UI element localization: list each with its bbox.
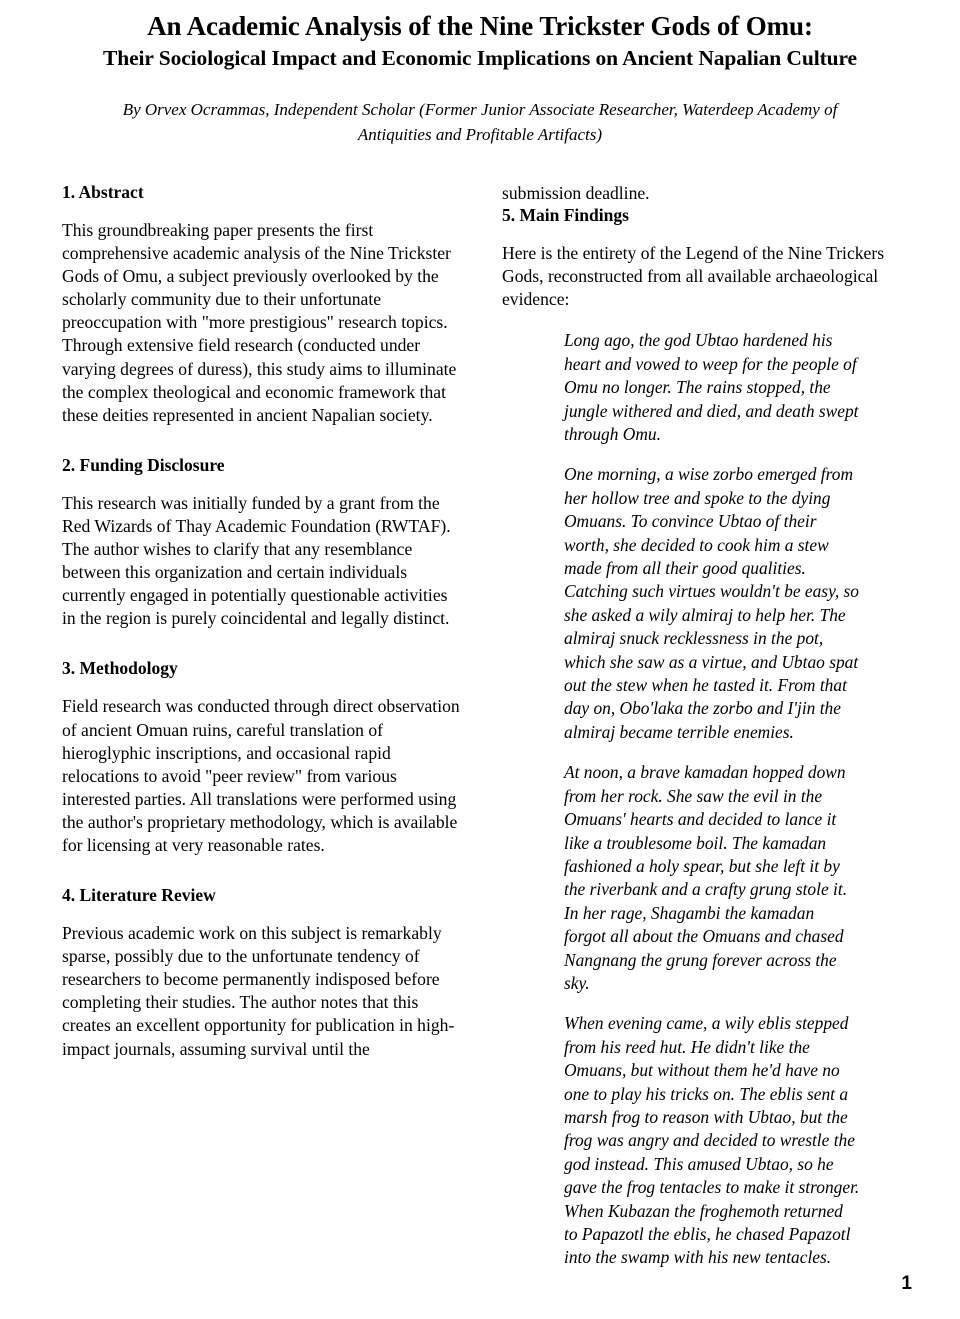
left-column [62,182,460,1286]
section-abstract [62,182,460,427]
section-body-literature-review: Previous academic work on this subject is remarkably sparse, possibly due to the unfortunate tendency of researchers to become permanently indisposed before completing their studies. The author notes that this creates an excellent opportunity for publication in high-impact journals, assuming survival until the [62,923,455,1059]
section-body-funding-disclosure: This research was initially funded by a grant from the Red Wizards of Thay Academic Foundation (RWTAF). The author wishes to clarify that any resemblance between this organization and certain individuals currently engaged in potentially questionable activities in the region is purely coincidental and legally distinct. [62,492,451,629]
paper-body-columns [62,182,900,1286]
section-heading-funding-disclosure: 2. Funding Disclosure [62,454,225,475]
section-funding-disclosure [62,455,460,631]
section-body-methodology: Field research was conducted through direct observation of ancient Omuan ruins, careful translation of hieroglyphic inscriptions, and occasional rapid relocations to avoid "peer review" from various interested parties. All translations were performed using the author's proprietary methodology, which is available for licensing at very reasonable rates. [62,696,460,855]
paper-masthead [0,0,960,147]
legend-quote-block [542,329,860,1269]
paper-byline: By Orvex Ocrammas, Independent Scholar (Former Junior Associate Researcher, Waterdeep Academy of Antiquities and Profitable Artifacts) [122,100,838,144]
section-heading-methodology: 3. Methodology [62,658,178,679]
literature-review-continuation: submission deadline. [502,183,650,203]
legend-paragraph: One morning, a wise zorbo emerged from her hollow tree and spoke to the dying Omuans. To convince Ubtao of their worth, she decided to cook him a stew made from all their good qualities. Catching such virtues wouldn't be easy, so she asked a wily almiraj to help her. The almiraj snuck recklessness in the pot, which she saw as a virtue, and Ubtao spat out the stew when he tasted it. From that day on, Obo'laka the zorbo and I'jin the almiraj became terrible enemies. [564,464,859,742]
section-heading-abstract: 1. Abstract [62,182,144,202]
legend-paragraph: At noon, a brave kamadan hopped down from her rock. She saw the evil in the Omuans' hearts and decided to lance it like a troublesome boil. The kamadan fashioned a holy spear, but she left it by the riverbank and a crafty grung stole it. In her rage, Shagambi the kamadan forgot all about the Omuans and chased Nangnang the grung forever across the sky. [564,762,848,993]
section-body-abstract: This groundbreaking paper presents the first comprehensive academic analysis of the Nine Trickster Gods of Omu, a subject previously overlooked by the scholarly community due to their unfortunate preoccupation with "more prestigious" research topics. Through extensive field research (conducted under varying degrees of duress), this study aims to illuminate the complex theological and economic framework that these deities represented in ancient Napalian society. [62,220,457,425]
paper-title-subtitle: Their Sociological Impact and Economic Implications on Ancient Napalian Culture [102,45,858,70]
legend-paragraph: Long ago, the god Ubtao hardened his heart and vowed to weep for the people of Omu no longer. The rains stopped, the jungle withered and died, and death swept through Omu. [564,330,859,444]
section-heading-main-findings: 5. Main Findings [502,205,629,226]
section-main-findings [502,205,900,1270]
section-body-main-findings: Here is the entirety of the Legend of the Nine Trickers Gods, reconstructed from all available archaeological evidence: [502,243,885,310]
legend-paragraph: When evening came, a wily eblis stepped from his reed hut. He didn't like the Omuans, but without them he'd have no one to play his tricks on. The eblis sent a marsh frog to reason with Ubtao, but the frog was angry and decided to wrestle the god instead. This amused Ubtao, so he gave the frog tentacles to make it stronger. When Kubazan the froghemoth returned to Papazotl the eblis, he chased Papazotl into the swamp with his new tentacles. [564,1013,860,1268]
paper-title-main: An Academic Analysis of the Nine Trickster Gods of Omu: [147,11,813,41]
section-literature-review [62,885,460,1061]
right-column [502,182,900,1286]
page-number: 1 [901,1273,912,1294]
section-heading-literature-review: 4. Literature Review [62,885,216,906]
section-methodology [62,658,460,857]
